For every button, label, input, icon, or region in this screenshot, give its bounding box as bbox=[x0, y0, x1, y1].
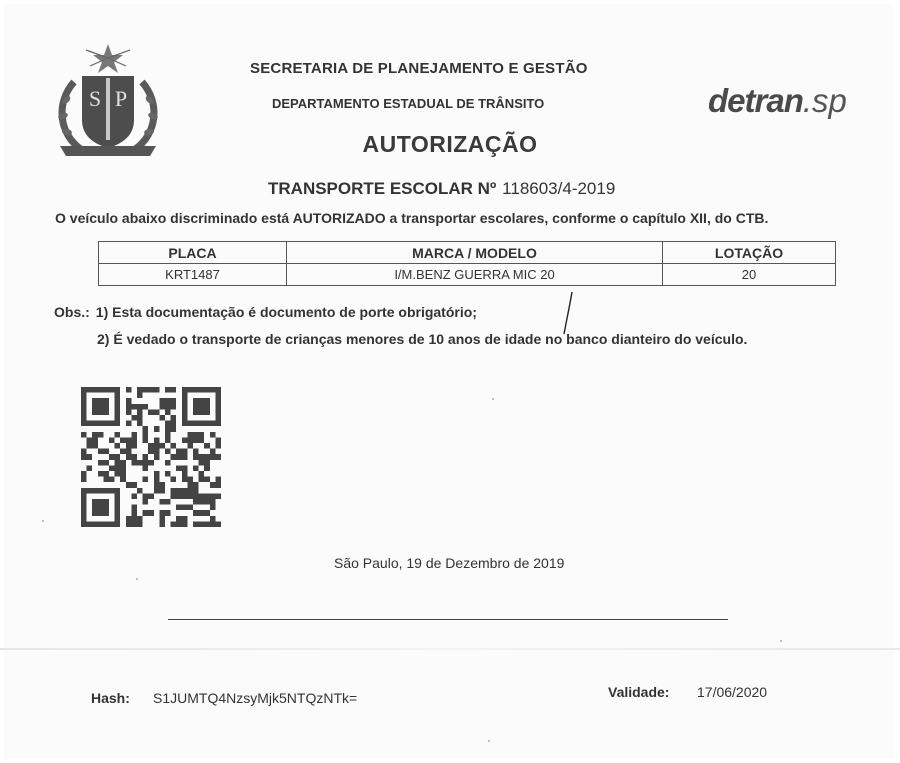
document-title: AUTORIZAÇÃO bbox=[362, 131, 538, 157]
vehicle-table-header bbox=[99, 242, 836, 264]
header-placa: PLACA bbox=[99, 242, 287, 264]
hash-label: Hash: bbox=[91, 690, 130, 706]
paper-speck bbox=[42, 520, 44, 522]
secretaria-heading: SECRETARIA DE PLANEJAMENTO E GESTÃO bbox=[250, 60, 588, 77]
signature-line bbox=[168, 619, 728, 620]
observation-2: 2) É vedado o transporte de crianças menores de 10 anos de idade no banco dianteiro do veículo. bbox=[97, 331, 748, 347]
shield-letter-s: S bbox=[88, 86, 102, 111]
logo-main-text: detran bbox=[708, 82, 803, 119]
subtitle-label: TRANSPORTE ESCOLAR Nº bbox=[268, 179, 497, 198]
qr-code bbox=[80, 387, 222, 527]
vehicle-table bbox=[98, 241, 836, 286]
validity-value: 17/06/2020 bbox=[697, 684, 768, 700]
place-and-date: São Paulo, 19 de Dezembro de 2019 bbox=[334, 555, 565, 571]
header-lotacao: LOTAÇÃO bbox=[663, 242, 836, 264]
departamento-heading: DEPARTAMENTO ESTADUAL DE TRÂNSITO bbox=[272, 96, 545, 111]
cell-placa: KRT1487 bbox=[99, 264, 287, 286]
cell-lotacao: 20 bbox=[663, 264, 836, 286]
observation-1-text: 1) Esta documentação é documento de porte obrigatório; bbox=[95, 304, 477, 320]
intro-text: O veículo abaixo discriminado está AUTORIZADO a transportar escolares, conforme o capítulo XII, do CTB. bbox=[55, 210, 769, 226]
paper-speck bbox=[780, 640, 782, 642]
shield-letter-p: P bbox=[114, 86, 128, 111]
authorization-number: 118603/4-2019 bbox=[502, 179, 616, 198]
paper-fold bbox=[0, 648, 900, 650]
paper-speck bbox=[492, 398, 494, 400]
document-subtitle bbox=[268, 179, 615, 199]
detran-logo bbox=[708, 82, 847, 120]
paper-speck bbox=[136, 578, 138, 580]
observation-1 bbox=[54, 304, 477, 320]
observation-label: Obs.: bbox=[54, 304, 90, 320]
paper-speck bbox=[488, 740, 490, 742]
cell-marca-modelo: I/M.BENZ GUERRA MIC 20 bbox=[287, 264, 663, 286]
hash-value: S1JUMTQ4NzsyMjk5NTQzNTk= bbox=[153, 690, 358, 706]
pen-mark bbox=[561, 290, 575, 336]
header-marca-modelo: MARCA / MODELO bbox=[287, 242, 663, 264]
logo-suffix-text: .sp bbox=[802, 82, 847, 119]
validity-label: Validade: bbox=[608, 684, 670, 700]
table-row bbox=[99, 264, 836, 286]
